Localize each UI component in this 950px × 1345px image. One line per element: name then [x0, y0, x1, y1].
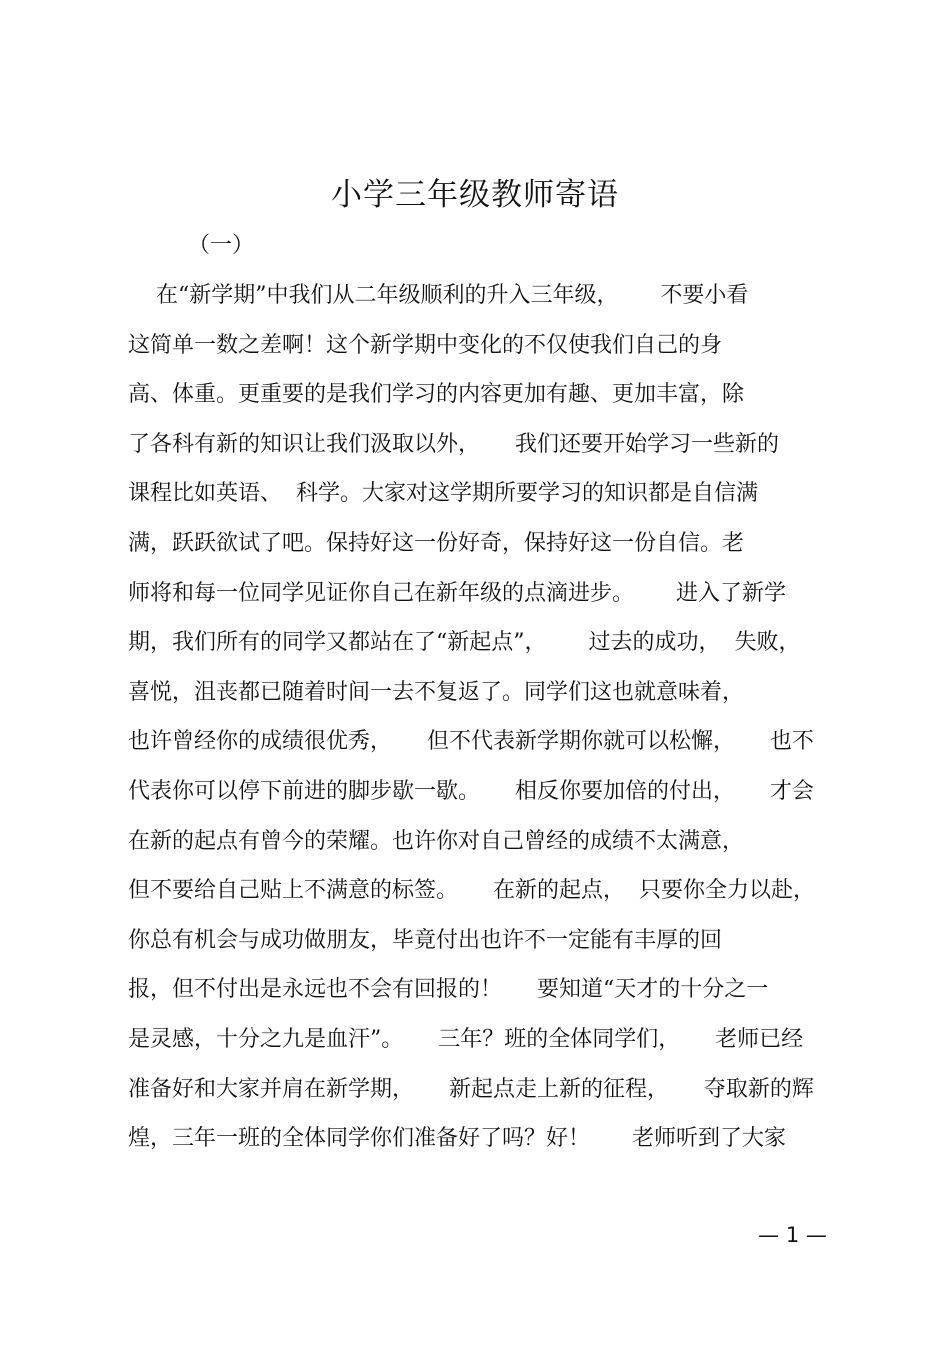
page-title: 小学三年级教师寄语 — [331, 177, 619, 213]
text-line: 高、体重。更重要的是我们学习的内容更加有趣、更加丰富，除 — [128, 382, 745, 408]
text-line: 是灵感，十分之九是血汗”。 三年？班的全体同学们， 老师已经 — [128, 1026, 804, 1052]
text-line: 在新的起点有曾今的荣耀。也许你对自己曾经的成绩不太满意， — [128, 828, 745, 854]
text-line: 期，我们所有的同学又都站在了“新起点”， 过去的成功， 失败， — [128, 630, 801, 656]
text-line: 但不要给自己贴上不满意的标签。 在新的起点， 只要你全力以赴， — [128, 878, 815, 904]
text-line: 课程比如英语、 科学。大家对这学期所要学习的知识都是自信满 — [128, 481, 758, 507]
text-line: 你总有机会与成功做朋友，毕竟付出也许不一定能有丰厚的回 — [128, 927, 723, 953]
section-label: （一） — [188, 233, 255, 258]
text-line: 报，但不付出是永远也不会有回报的！ 要知道“天才的十分之一 — [128, 977, 769, 1003]
text-line: 了各科有新的知识让我们汲取以外， 我们还要开始学习一些新的 — [128, 431, 779, 457]
text-line: 师将和每一位同学见证你自己在新年级的点滴进步。 进入了新学 — [128, 580, 786, 606]
text-line: 准备好和大家并肩在新学期， 新起点走上新的征程， 夺取新的辉 — [128, 1076, 814, 1102]
body-text — [128, 276, 848, 1169]
page-number: — 1 — — [758, 1223, 827, 1247]
text-line: 在“新学期”中我们从二年级顺利的升入三年级， 不要小看 — [128, 283, 749, 308]
text-line: 喜悦，沮丧都已随着时间一去不复返了。同学们这也就意味着， — [128, 679, 745, 705]
text-line: 煌，三年一班的全体同学你们准备好了吗？好！ 老师听到了大家 — [128, 1126, 786, 1152]
text-line: 也许曾经你的成绩很优秀， 但不代表新学期你就可以松懈， 也不 — [128, 729, 814, 755]
text-line: 代表你可以停下前进的脚步歇一歇。 相反你要加倍的付出， 才会 — [128, 778, 814, 804]
text-line: 这简单一数之差啊！这个新学期中变化的不仅使我们自己的身 — [128, 332, 723, 358]
text-line: 满，跃跃欲试了吧。保持好这一份好奇，保持好这一份自信。老 — [128, 530, 745, 556]
